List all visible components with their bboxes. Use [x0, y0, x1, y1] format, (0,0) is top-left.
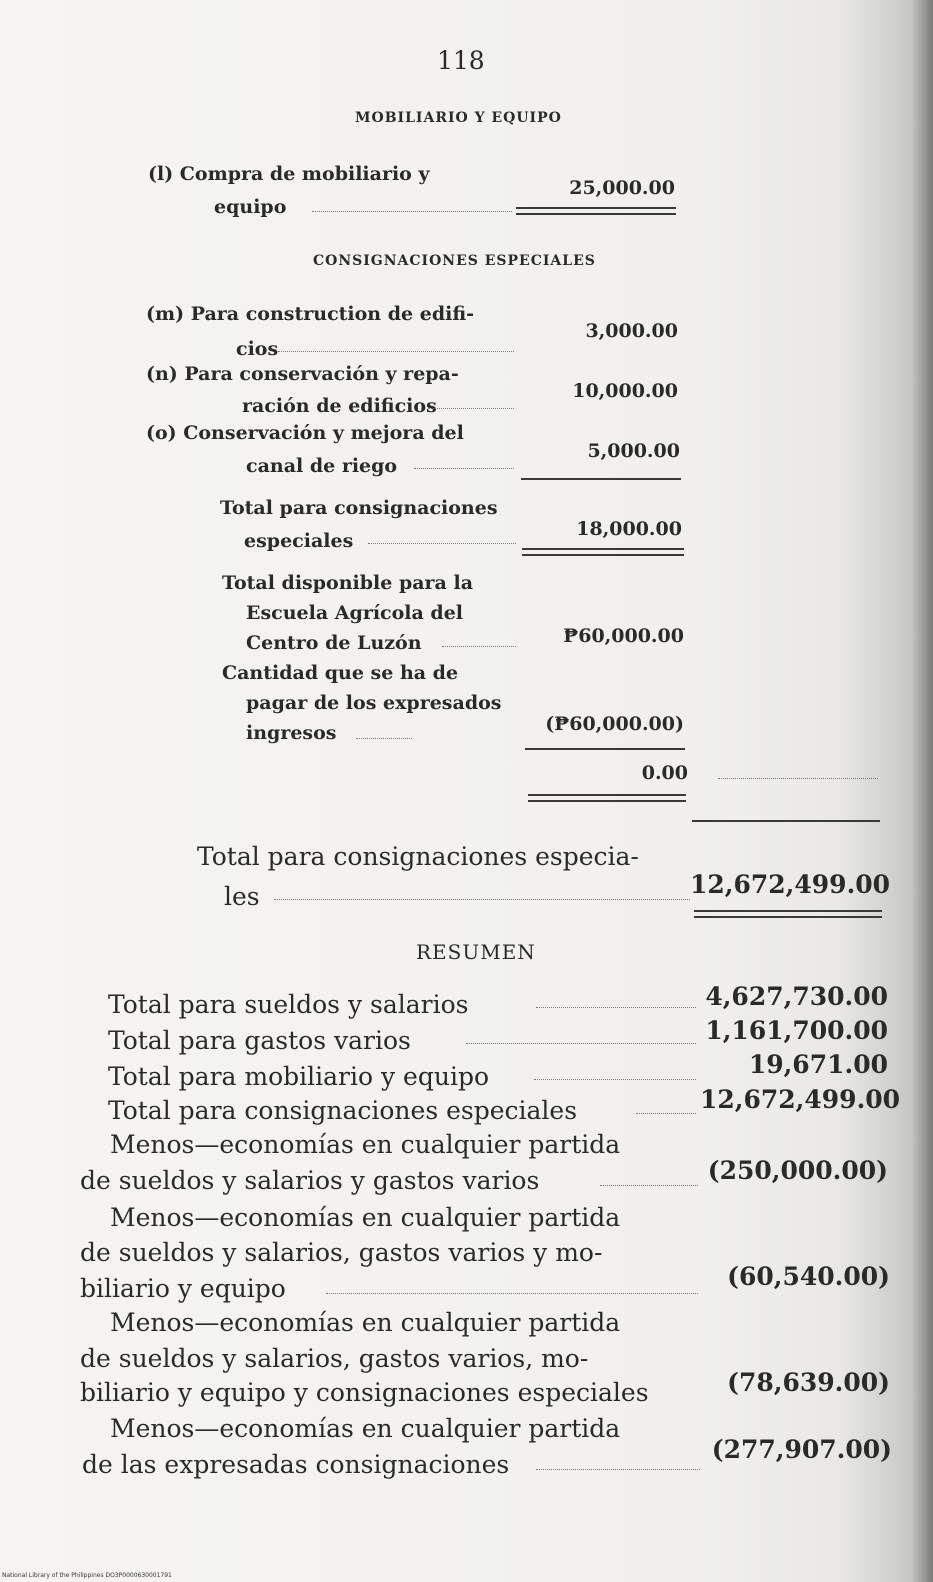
resumen-row-label: Total para sueldos y salarios — [108, 990, 469, 1019]
cantidad-line3: ingresos — [246, 722, 337, 744]
item-m-line1: (m) Para construction de edifi- — [146, 303, 475, 325]
item-n-line1: (n) Para conservación y repa- — [146, 363, 459, 385]
disponible-line2: Escuela Agrícola del — [246, 602, 464, 624]
double-rule — [516, 207, 676, 215]
menos2-amount: (60,540.00) — [727, 1262, 890, 1291]
section-heading-mobiliario: MOBILIARIO Y EQUIPO — [355, 110, 562, 126]
leader-dots — [442, 645, 516, 647]
cantidad-line2: pagar de los expresados — [246, 692, 502, 714]
resumen-row-label: Total para gastos varios — [108, 1026, 411, 1055]
resumen-row-amount: 12,672,499.00 — [700, 1085, 901, 1114]
menos2-line1: Menos—economías en cualquier partida — [110, 1203, 621, 1232]
menos2-line2: de sueldos y salarios, gastos varios y mo- — [80, 1238, 603, 1267]
menos3-line1: Menos—economías en cualquier partida — [110, 1308, 621, 1337]
disponible-line1: Total disponible para la — [222, 572, 474, 594]
section-heading-consignaciones: CONSIGNACIONES ESPECIALES — [313, 253, 596, 269]
resumen-row-amount: 1,161,700.00 — [705, 1016, 888, 1045]
single-rule — [521, 478, 681, 480]
item-l-line1: (l) Compra de mobiliario y — [148, 163, 430, 185]
leader-dots — [428, 407, 514, 409]
item-l-amount: 25,000.00 — [569, 177, 675, 199]
menos3-line2: de sueldos y salarios, gastos varios, mo- — [80, 1344, 589, 1373]
item-n-amount: 10,000.00 — [572, 380, 678, 402]
cantidad-line1: Cantidad que se ha de — [222, 662, 459, 684]
menos1-amount: (250,000.00) — [707, 1156, 888, 1185]
grand-total-line2: les — [224, 882, 260, 911]
leader-dots — [368, 542, 516, 544]
single-rule — [525, 748, 685, 750]
menos4-line1: Menos—economías en cualquier partida — [110, 1414, 621, 1443]
menos4-line2: de las expresadas consignaciones — [82, 1450, 510, 1479]
disponible-line3: Centro de Luzón — [246, 632, 422, 654]
leader-dots — [636, 1112, 696, 1114]
leader-dots — [278, 350, 514, 352]
resumen-row-label: Total para consignaciones especiales — [108, 1096, 578, 1125]
leader-dots — [274, 898, 690, 900]
menos1-line2: de sueldos y salarios y gastos varios — [80, 1166, 540, 1195]
double-rule — [522, 548, 684, 556]
item-m-amount: 3,000.00 — [585, 320, 678, 342]
leader-dots — [414, 467, 514, 469]
menos1-line1: Menos—economías en cualquier partida — [110, 1130, 621, 1159]
item-o-line1: (o) Conservación y mejora del — [146, 422, 464, 444]
leader-dots — [312, 210, 512, 212]
net-amount: 0.00 — [641, 762, 688, 784]
item-o-line2: canal de riego — [246, 455, 398, 477]
single-rule — [692, 820, 880, 822]
leader-dots — [536, 1468, 700, 1470]
disponible-amount: ₱60,000.00 — [563, 625, 684, 647]
menos3-line3: biliario y equipo y consignaciones especiales — [80, 1378, 649, 1407]
total-consig-line1: Total para consignaciones — [220, 497, 498, 519]
leader-dots — [718, 777, 878, 779]
leader-dots — [600, 1184, 698, 1186]
item-o-amount: 5,000.00 — [587, 440, 680, 462]
total-consig-line2: especiales — [244, 530, 354, 552]
item-l-line2: equipo — [214, 196, 287, 218]
menos4-amount: (277,907.00) — [711, 1435, 892, 1464]
book-spine-shadow — [911, 0, 933, 1582]
grand-total-line1: Total para consignaciones especia- — [197, 842, 639, 871]
menos3-amount: (78,639.00) — [727, 1368, 890, 1397]
item-n-line2: ración de edificios — [242, 395, 437, 417]
page-number: 118 — [437, 46, 485, 75]
resumen-row-label: Total para mobiliario y equipo — [108, 1062, 490, 1091]
archive-footer: National Library of the Philippines DO3P0000630001791 — [2, 1572, 172, 1579]
resumen-heading: RESUMEN — [416, 940, 536, 964]
leader-dots — [534, 1078, 696, 1080]
leader-dots — [326, 1292, 698, 1294]
resumen-row-amount: 19,671.00 — [748, 1050, 888, 1079]
cantidad-amount: (₱60,000.00) — [545, 713, 684, 735]
leader-dots — [466, 1042, 696, 1044]
item-m-line2: cios — [236, 338, 279, 360]
resumen-row-amount: 4,627,730.00 — [705, 982, 888, 1011]
double-rule — [528, 794, 686, 802]
leader-dots — [356, 737, 412, 739]
grand-total-amount: 12,672,499.00 — [690, 870, 891, 899]
total-consig-amount: 18,000.00 — [576, 518, 682, 540]
menos2-line3: biliario y equipo — [80, 1274, 286, 1303]
double-rule — [694, 910, 882, 918]
leader-dots — [536, 1006, 696, 1008]
